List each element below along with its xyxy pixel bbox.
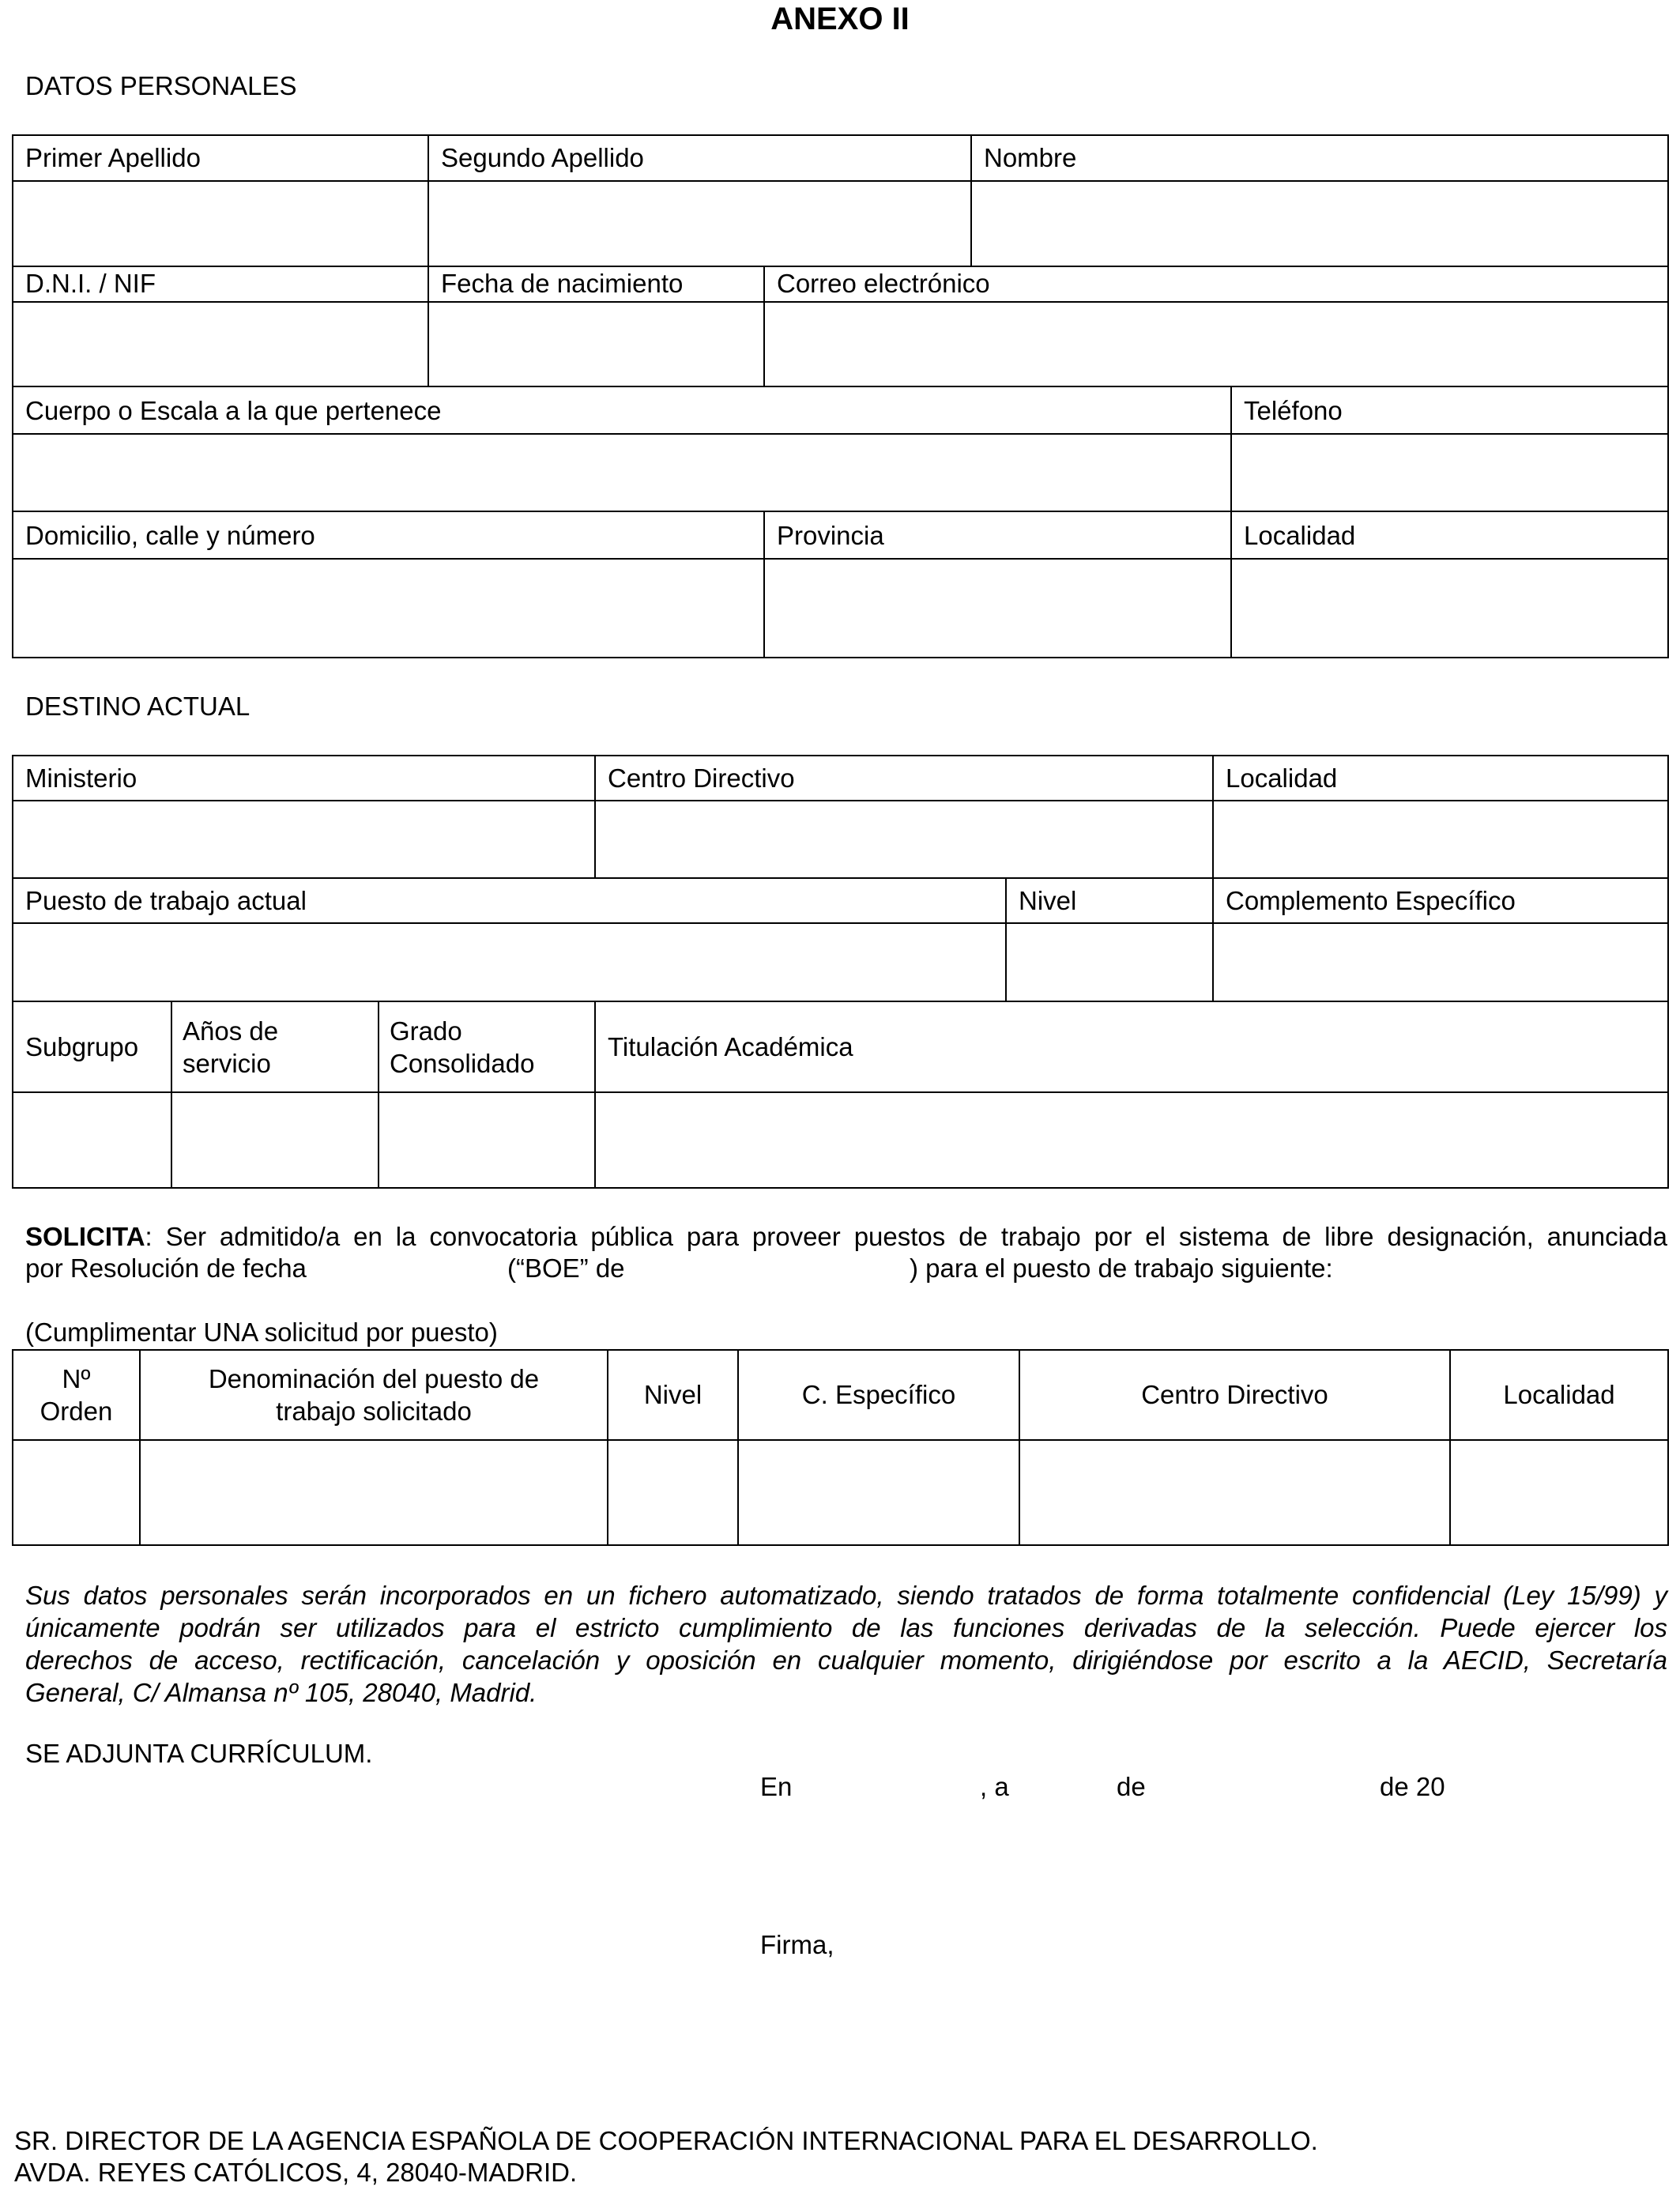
provincia-field[interactable]: [765, 560, 1230, 657]
label-puesto-actual: Puesto de trabajo actual: [25, 886, 307, 915]
solicita-line2-c: ) para el puesto de trabajo siguiente:: [910, 1253, 1333, 1283]
curriculum-note: SE ADJUNTA CURRÍCULUM.: [25, 1739, 373, 1768]
complemento-field[interactable]: [1214, 924, 1667, 1001]
solicita-line2-b: (“BOE” de: [507, 1253, 625, 1283]
header-especifico: C. Específico: [801, 1380, 956, 1409]
destino-localidad-field[interactable]: [1214, 801, 1667, 877]
document-title: ANEXO II: [770, 2, 910, 36]
label-cuerpo: Cuerpo o Escala a la que pertenece: [25, 396, 442, 425]
puesto-nivel-field[interactable]: [608, 1441, 737, 1544]
ministerio-field[interactable]: [13, 801, 594, 877]
privacy-notice: Sus datos personales serán incorporados en un fichero automatizado, siendo tratados de forma totalmente confidencial (Ley 15/99) y únicamente podrán ser utilizados para el estricto cumplimiento de las funciones derivadas de la selección. Puede ejercer los derechos de acceso, rectificación, cancelación y oposición en cualquier momento, dirigiéndose por escrito a la AECID, Secretaría General, C/ Almansa nº 105, 28040, Madrid.: [25, 1581, 1667, 1707]
date-month-field[interactable]: [1158, 1770, 1375, 1803]
puesto-centro-field[interactable]: [1020, 1441, 1449, 1544]
cuerpo-field[interactable]: [13, 435, 1230, 511]
date-year-field[interactable]: [1454, 1770, 1517, 1803]
header-nivel: Nivel: [643, 1380, 703, 1409]
nivel-field[interactable]: [1007, 924, 1212, 1001]
date-a: , a: [980, 1772, 1009, 1801]
puesto-localidad-field[interactable]: [1451, 1441, 1667, 1544]
anos-servicio-field[interactable]: [172, 1093, 378, 1187]
date-de20: de 20: [1380, 1772, 1445, 1801]
label-subgrupo: Subgrupo: [25, 1032, 139, 1061]
personal-heading: DATOS PERSONALES: [25, 71, 297, 100]
centro-directivo-field[interactable]: [596, 801, 1212, 877]
label-anos-servicio: Años de servicio: [183, 1016, 279, 1078]
titulacion-field[interactable]: [596, 1093, 1667, 1187]
label-titulacion: Titulación Académica: [608, 1032, 853, 1061]
label-nivel: Nivel: [1019, 886, 1077, 915]
label-dni: D.N.I. / NIF: [25, 269, 156, 298]
domicilio-field[interactable]: [13, 560, 763, 657]
label-segundo-apellido: Segundo Apellido: [441, 143, 644, 172]
label-destino-localidad: Localidad: [1226, 763, 1338, 793]
denominacion-field[interactable]: [141, 1441, 607, 1544]
primer-apellido-field[interactable]: [13, 182, 428, 266]
date-de: de: [1117, 1772, 1146, 1801]
footer-line2: AVDA. REYES CATÓLICOS, 4, 28040-MADRID.: [14, 2158, 578, 2187]
label-fecha-nacimiento: Fecha de nacimiento: [441, 269, 684, 298]
label-centro-directivo: Centro Directivo: [608, 763, 795, 793]
telefono-field[interactable]: [1232, 435, 1667, 511]
label-ministerio: Ministerio: [25, 763, 137, 793]
solicita-line1: SOLICITA: Ser admitido/a en la convocatoria pública para proveer puestos de trabajo por el sistema de libre designación, anunciada: [25, 1222, 1667, 1251]
label-grado-consolidado: Grado Consolidado: [390, 1016, 535, 1078]
header-localidad: Localidad: [1503, 1380, 1615, 1409]
label-nombre: Nombre: [984, 143, 1077, 172]
solicita-note: (Cumplimentar UNA solicitud por puesto): [25, 1318, 498, 1347]
date-day-field[interactable]: [1019, 1770, 1114, 1803]
segundo-apellido-field[interactable]: [429, 182, 970, 266]
date-en: En: [760, 1772, 793, 1801]
label-primer-apellido: Primer Apellido: [25, 143, 201, 172]
header-centro: Centro Directivo: [1141, 1380, 1328, 1409]
grado-field[interactable]: [379, 1093, 594, 1187]
subgrupo-field[interactable]: [13, 1093, 171, 1187]
solicita-line2-a: por Resolución de fecha: [25, 1253, 307, 1283]
puesto-actual-field[interactable]: [13, 924, 1005, 1001]
localidad-field[interactable]: [1232, 560, 1667, 657]
puesto-especifico-field[interactable]: [739, 1441, 1019, 1544]
firma-label: Firma,: [760, 1930, 834, 1959]
nombre-field[interactable]: [972, 182, 1667, 266]
correo-field[interactable]: [765, 303, 1667, 386]
label-localidad: Localidad: [1244, 521, 1356, 550]
dni-field[interactable]: [13, 303, 428, 386]
label-domicilio: Domicilio, calle y número: [25, 521, 315, 550]
destino-heading: DESTINO ACTUAL: [25, 692, 250, 721]
header-orden: Nº Orden: [40, 1364, 113, 1426]
fecha-nacimiento-field[interactable]: [429, 303, 763, 386]
footer-line1: SR. DIRECTOR DE LA AGENCIA ESPAÑOLA DE COOPERACIÓN INTERNACIONAL PARA EL DESARROLLO.: [14, 2126, 1318, 2155]
label-telefono: Teléfono: [1244, 396, 1343, 425]
date-place-field[interactable]: [798, 1770, 976, 1803]
header-denominacion: Denominación del puesto de trabajo solicitado: [208, 1364, 540, 1426]
label-correo: Correo electrónico: [777, 269, 990, 298]
signature-area[interactable]: [760, 1968, 1471, 2079]
label-complemento: Complemento Específico: [1226, 886, 1516, 915]
label-provincia: Provincia: [777, 521, 884, 550]
orden-field[interactable]: [13, 1441, 139, 1544]
